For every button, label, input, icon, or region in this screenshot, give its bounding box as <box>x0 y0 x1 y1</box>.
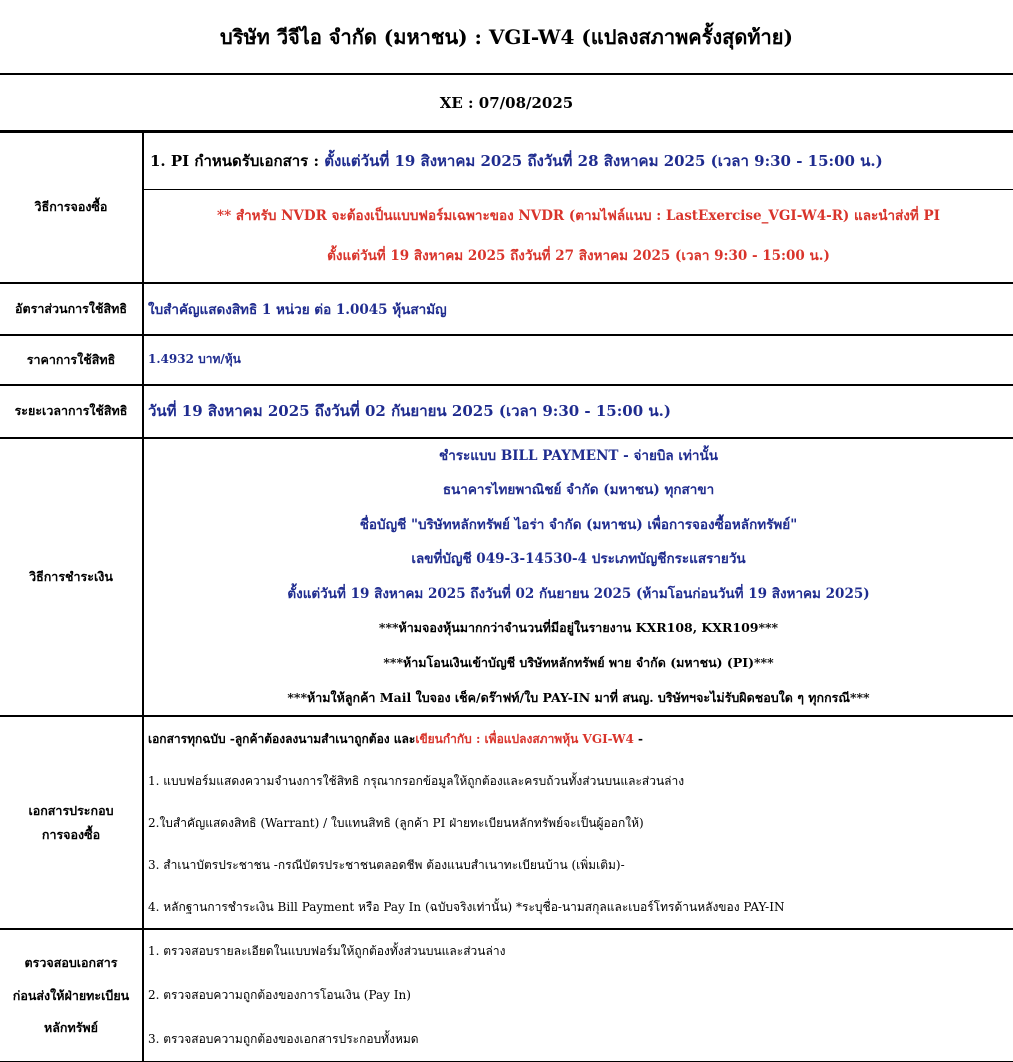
document-item-1: 1. แบบฟอร์มแสดงความจำนงการใช้สิทธิ กรุณากรอกข้อมูลให้ถูกต้องและครบถ้วนทั้งส่วนบนและส่วนล่าง <box>148 773 685 788</box>
verification-item-1: 1. ตรวจสอบรายละเอียดในแบบฟอร์มให้ถูกต้องทั้งส่วนบนและส่วนล่าง <box>148 944 506 959</box>
payment-warning-2: ***ห้ามโอนเงินเข้าบัญชี บริษัทหลักทรัพย์ พาย จำกัด (มหาชน) (PI)*** <box>383 655 774 671</box>
pi-document-label: 1. PI กำหนดรับเอกสาร : <box>150 152 325 170</box>
label-verification-line-2: ก่อนส่งให้ฝ่ายทะเบียน <box>12 987 130 1003</box>
xe-date: XE : 07/08/2025 <box>0 75 1013 132</box>
label-exercise-price: ราคาการใช้สิทธิ <box>0 335 143 385</box>
documents-list <box>143 716 1013 929</box>
page-title: บริษัท วีจีไอ จำกัด (มหาชน) : VGI-W4 (แปลงสภาพครั้งสุดท้าย) <box>0 0 1013 75</box>
verification-row <box>0 929 1013 1062</box>
label-subscription-method: วิธีการจองซื้อ <box>0 133 143 283</box>
nvdr-note-line-1: ** สำหรับ NVDR จะต้องเป็นแบบฟอร์มเฉพาะของ NVDR (ตามไฟล์แนบ : LastExercise_VGI-W4-R) และนำส่งที่ PI <box>217 207 940 224</box>
pi-document-schedule <box>143 133 1013 190</box>
label-exercise-period: ระยะเวลาการใช้สิทธิ <box>0 385 143 438</box>
payment-line-5: ตั้งแต่วันที่ 19 สิงหาคม 2025 ถึงวันที่ 02 กันยายน 2025 (ห้ามโอนก่อนวันที่ 19 สิงหาคม 2025) <box>287 585 870 602</box>
pi-document-dates: ตั้งแต่วันที่ 19 สิงหาคม 2025 ถึงวันที่ 28 สิงหาคม 2025 (เวลา 9:30 - 15:00 น.) <box>324 152 883 170</box>
nvdr-note-line-2: ตั้งแต่วันที่ 19 สิงหาคม 2025 ถึงวันที่ 27 สิงหาคม 2025 (เวลา 9:30 - 15:00 น.) <box>327 247 830 264</box>
payment-line-3: ชื่อบัญชี "บริษัทหลักทรัพย์ ไอร่า จำกัด (มหาชน) เพื่อการจองซื้อหลักทรัพย์" <box>359 516 798 533</box>
payment-warning-1: ***ห้ามจองหุ้นมากกว่าจำนวนที่มีอยู่ในรายงาน KXR108, KXR109*** <box>378 620 779 636</box>
payment-details <box>143 438 1013 717</box>
subscription-row-2 <box>0 190 1013 283</box>
document-item-4: 4. หลักฐานการชำระเงิน Bill Payment หรือ Pay In (ฉบับจริงเท่านั้น) *ระบุชื่อ-นามสกุลและเบอร์โทรด้านหลังของ PAY-IN <box>148 899 785 914</box>
verification-item-2: 2. ตรวจสอบความถูกต้องของการโอนเงิน (Pay In) <box>148 987 411 1002</box>
documents-intro-prefix: เอกสารทุกฉบับ -ลูกค้าต้องลงนามสำเนาถูกต้อง และ <box>148 731 416 746</box>
exercise-period-row <box>0 385 1013 438</box>
document-item-3: 3. สำเนาบัตรประชาชน -กรณีบัตรประชาชนตลอดชีพ ต้องแนบสำเนาทะเบียนบ้าน (เพิ่มเติม)- <box>148 857 625 872</box>
label-verification <box>0 929 143 1062</box>
verification-list <box>143 929 1013 1062</box>
payment-warning-3: ***ห้ามให้ลูกค้า Mail ใบจอง เช็ค/ดร๊าฟท์/ใบ PAY-IN มาที่ สนญ. บริษัทฯจะไม่รับผิดชอบใด ๆ ทุกกรณี*** <box>287 689 870 705</box>
document-item-2: 2.ใบสำคัญแสดงสิทธิ (Warrant) / ใบแทนสิทธิ (ลูกค้า PI ฝ่ายทะเบียนหลักทรัพย์จะเป็นผู้ออกให้) <box>148 815 644 830</box>
documents-intro <box>148 718 1009 760</box>
exercise-price-value: 1.4932 บาท/หุ้น <box>143 335 1013 385</box>
documents-row <box>0 716 1013 929</box>
payment-line-1: ชำระแบบ BILL PAYMENT - จ่ายบิล เท่านั้น <box>439 447 718 464</box>
subscription-row-1 <box>0 133 1013 190</box>
exercise-period-value: วันที่ 19 สิงหาคม 2025 ถึงวันที่ 02 กันยายน 2025 (เวลา 9:30 - 15:00 น.) <box>143 385 1013 438</box>
exercise-ratio-row <box>0 283 1013 335</box>
label-documents-line-2: การจองซื้อ <box>41 826 101 842</box>
label-payment-method: วิธีการชำระเงิน <box>0 438 143 717</box>
label-verification-line-3: หลักทรัพย์ <box>44 1020 98 1036</box>
label-documents-line-1: เอกสารประกอบ <box>28 803 114 818</box>
exercise-price-row <box>0 335 1013 385</box>
label-exercise-ratio: อัตราส่วนการใช้สิทธิ <box>0 283 143 335</box>
payment-method-row <box>0 438 1013 717</box>
verification-item-3: 3. ตรวจสอบความถูกต้องของเอกสารประกอบทั้งหมด <box>148 1031 419 1046</box>
documents-intro-red: เขียนกำกับ : เพื่อแปลงสภาพหุ้น VGI-W4 <box>415 731 634 746</box>
label-verification-line-1: ตรวจสอบเอกสาร <box>24 955 118 971</box>
documents-intro-suffix: - <box>633 731 644 746</box>
nvdr-note <box>143 190 1013 283</box>
payment-line-2: ธนาคารไทยพาณิชย์ จำกัด (มหาชน) ทุกสาขา <box>442 482 715 499</box>
exercise-ratio-value: ใบสำคัญแสดงสิทธิ 1 หน่วย ต่อ 1.0045 หุ้นสามัญ <box>143 283 1013 335</box>
label-documents <box>0 716 143 929</box>
info-table <box>0 132 1013 1062</box>
payment-line-4: เลขที่บัญชี 049-3-14530-4 ประเภทบัญชีกระแสรายวัน <box>411 551 746 568</box>
